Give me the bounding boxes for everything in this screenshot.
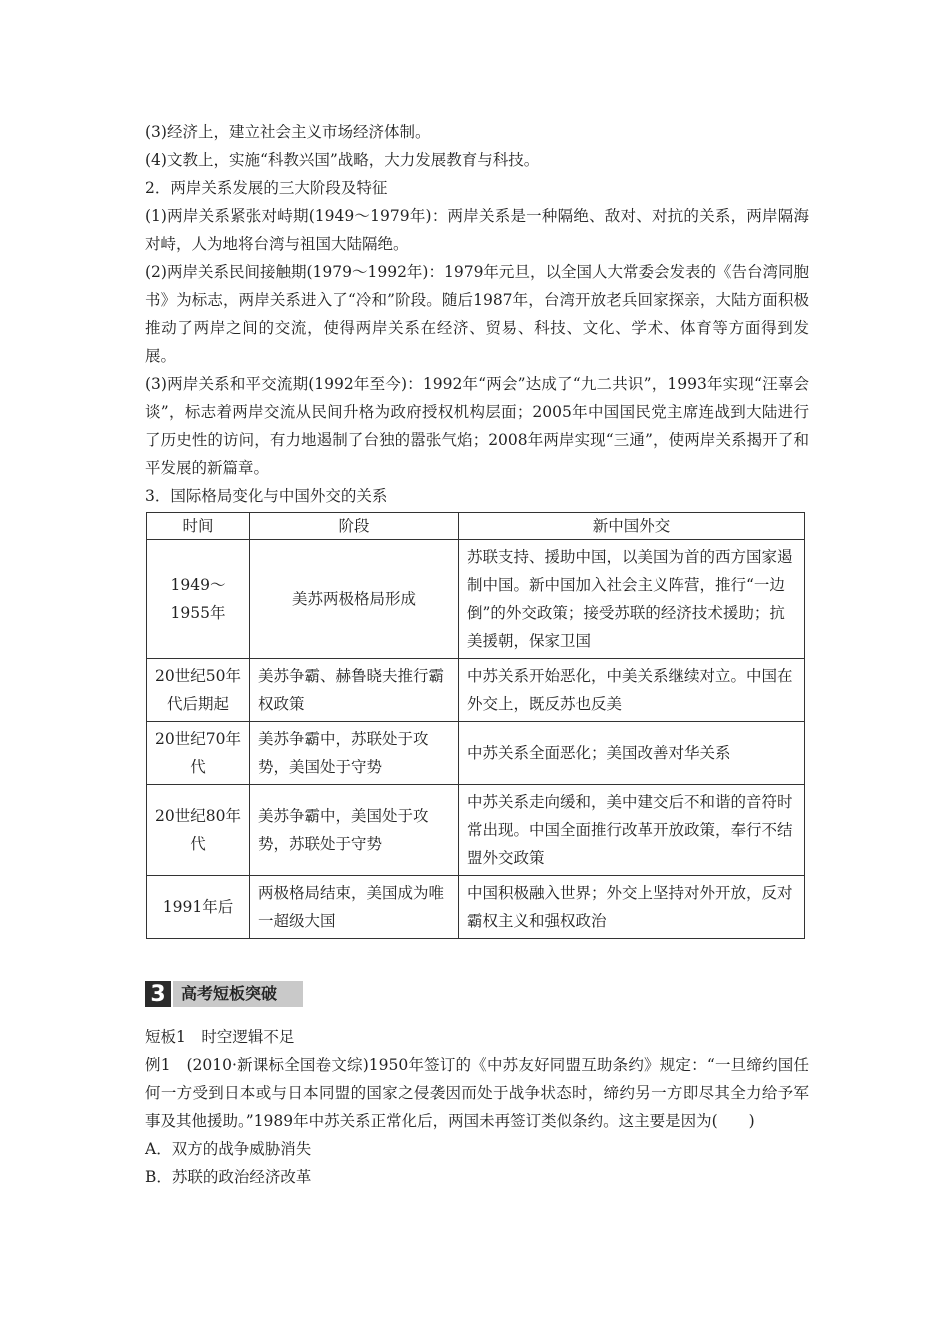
cell-diplomacy: 中国积极融入世界；外交上坚持对外开放，反对霸权主义和强权政治: [459, 876, 805, 939]
cell-time: 1991年后: [147, 876, 250, 939]
cell-time: 20世纪70年代: [147, 722, 250, 785]
section-number-badge: 3: [145, 981, 171, 1007]
table-row: [147, 785, 805, 876]
header-stage: 阶段: [250, 513, 459, 540]
document-page: [145, 118, 809, 1191]
cell-time: 20世纪80年代: [147, 785, 250, 876]
cell-stage: 两极格局结束，美国成为唯一超级大国: [250, 876, 459, 939]
cell-stage: 美苏争霸中，苏联处于攻势，美国处于守势: [250, 722, 459, 785]
header-diplomacy: 新中国外交: [459, 513, 805, 540]
table-row: [147, 722, 805, 785]
table-header-row: [147, 513, 805, 540]
cell-diplomacy: 中苏关系全面恶化；美国改善对华关系: [459, 722, 805, 785]
cross-strait-stage-1: (1)两岸关系紧张对峙期(1949～1979年)：两岸关系是一种隔绝、敌对、对抗的关系，两岸隔海对峙，人为地将台湾与祖国大陆隔绝。: [145, 207, 809, 253]
diplomacy-heading: 3．国际格局变化与中国外交的关系: [145, 487, 388, 505]
section-header: [145, 981, 809, 1007]
diplomacy-table: [146, 512, 805, 939]
cell-diplomacy: 中苏关系走向缓和，美中建交后不和谐的音符时常出现。中国全面推行改革开放政策，奉行不结盟外交政策: [459, 785, 805, 876]
cell-time: 20世纪50年代后期起: [147, 659, 250, 722]
table-row: [147, 659, 805, 722]
weakness-title: 短板1 时空逻辑不足: [145, 1028, 295, 1046]
option-b: B．苏联的政治经济改革: [145, 1168, 312, 1186]
cell-time: 1949～1955年: [147, 540, 250, 659]
table-row: [147, 540, 805, 659]
cell-stage: 美苏两极格局形成: [250, 540, 459, 659]
cell-diplomacy: 中苏关系开始恶化，中美关系继续对立。中国在外交上，既反苏也反美: [459, 659, 805, 722]
cell-diplomacy: 苏联支持、援助中国，以美国为首的西方国家遏制中国。新中国加入社会主义阵营，推行“一边倒”的外交政策；接受苏联的经济技术援助；抗美援朝，保家卫国: [459, 540, 805, 659]
cross-strait-stage-2: (2)两岸关系民间接触期(1979～1992年)：1979年元旦，以全国人大常委会发表的《告台湾同胞书》为标志，两岸关系进入了“冷和”阶段。随后1987年，台湾开放老兵回家探亲，大陆方面积极推动了两岸之间的交流，使得两岸关系在经济、贸易、科技、文化、学术、体育等方面得到发展。: [145, 263, 809, 365]
cell-stage: 美苏争霸中，美国处于攻势，苏联处于守势: [250, 785, 459, 876]
option-a: A．双方的战争威胁消失: [145, 1140, 312, 1158]
example-question: 例1 (2010·新课标全国卷文综)1950年签订的《中苏友好同盟互助条约》规定：“一旦缔约国任何一方受到日本或与日本同盟的国家之侵袭因而处于战争状态时，缔约另一方即尽其全力给予军事及其他援助。”1989年中苏关系正常化后，两国未再签订类似条约。这主要是因为( ): [145, 1056, 809, 1130]
education-point: (4)文教上，实施“科教兴国”战略，大力发展教育与科技。: [145, 151, 540, 169]
cross-strait-heading: 2．两岸关系发展的三大阶段及特征: [145, 179, 388, 197]
economy-point: (3)经济上，建立社会主义市场经济体制。: [145, 123, 431, 141]
header-time: 时间: [147, 513, 250, 540]
cross-strait-stage-3: (3)两岸关系和平交流期(1992年至今)：1992年“两会”达成了“九二共识”，1993年实现“汪辜会谈”，标志着两岸交流从民间升格为政府授权机构层面；2005年中国国民党主席连战到大陆进行了历史性的访问，有力地遏制了台独的嚣张气焰；2008年两岸实现“三通”，使两岸关系揭开了和平发展的新篇章。: [145, 375, 809, 477]
section-title: 高考短板突破: [173, 981, 303, 1007]
table-row: [147, 876, 805, 939]
cell-stage: 美苏争霸、赫鲁晓夫推行霸权政策: [250, 659, 459, 722]
